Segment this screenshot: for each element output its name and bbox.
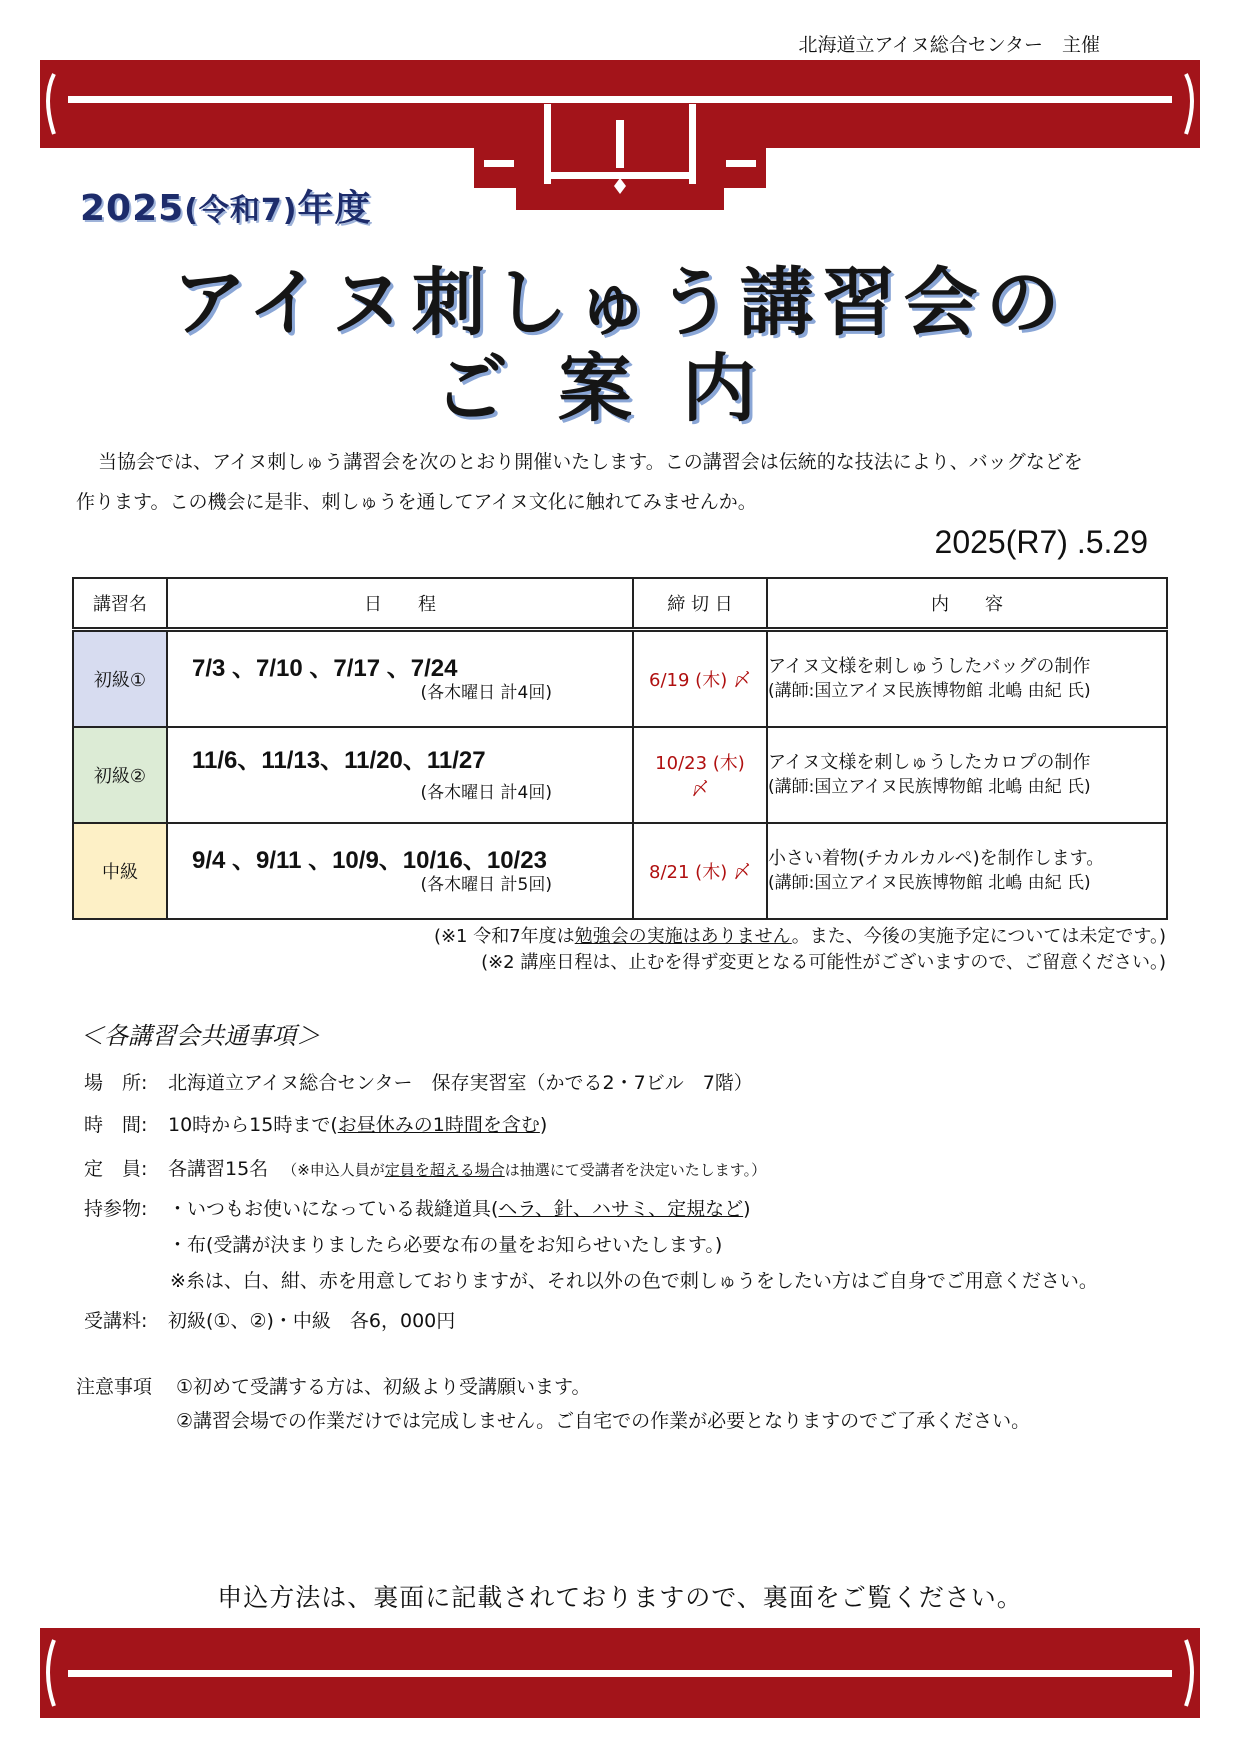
capacity-value: [168, 1154, 766, 1181]
course-name: 中級: [73, 823, 167, 919]
deadline-cell: [633, 727, 767, 823]
capacity-note-underlined: 定員を超える場合: [384, 1161, 505, 1179]
intro-paragraph: [76, 442, 1166, 522]
note-1-part: 。また、今後の実施予定については未定です。): [791, 926, 1166, 947]
note-1: [434, 924, 1166, 950]
fiscal-year-subtitle: [80, 180, 372, 231]
items-value-1: [168, 1194, 751, 1221]
application-method-message: 申込方法は、裏面に記載されておりますので、裏面をご覧ください。: [217, 1583, 1023, 1612]
table-row: [73, 727, 1167, 823]
schedule-note: (各木曜日 計4回): [420, 783, 552, 803]
main-title-line1: アイヌ刺しゅう講習会の: [172, 260, 1068, 346]
lecturer: (講師:国立アイヌ民族博物館 北嶋 由紀 氏): [768, 681, 1091, 701]
items-value-2: ・布(受講が決まりましたら必要な布の量をお知らせいたします。): [168, 1234, 723, 1256]
items-underlined: ヘラ、針、ハサミ、定規など: [498, 1198, 744, 1220]
header-schedule: 日 程: [167, 578, 633, 630]
header-deadline: 締 切 日: [633, 578, 767, 630]
time-row: [84, 1110, 548, 1137]
header-content: 内 容: [767, 578, 1167, 630]
fee-value: 初級(①、②)・中級 各6，000円: [168, 1310, 456, 1332]
intro-line1: 当協会では、アイヌ刺しゅう講習会を次のとおり開催いたします。この講習会は伝統的な技法により、バッグなどを: [98, 451, 1083, 473]
schedule-note: (各木曜日 計4回): [420, 683, 552, 703]
note-1-underlined: 勉強会の実施はありません: [574, 926, 792, 947]
deadline-mark: 〆: [691, 779, 709, 800]
fee-row: [84, 1306, 456, 1333]
table-row: [73, 630, 1167, 728]
content-cell: [767, 630, 1167, 728]
time-underlined: お昼休みの1時間を含む: [337, 1114, 540, 1136]
items-row: [84, 1194, 751, 1221]
table-notes: [434, 924, 1166, 976]
content-description: アイヌ文様を刺しゅうしたバッグの制作: [768, 656, 1091, 677]
main-title-line2: ご案内: [434, 346, 806, 432]
place-row: [84, 1068, 753, 1095]
subtitle-suffix: 年度: [297, 188, 372, 229]
subtitle-year: 2025: [80, 188, 185, 229]
schedule-cell: [167, 727, 633, 823]
issue-date: 2025(R7) .5.29: [934, 524, 1148, 560]
caution-label: 注意事項: [76, 1376, 153, 1398]
table-header-row: [73, 578, 1167, 630]
content-cell: [767, 823, 1167, 919]
deadline: 6/19 (木) 〆: [633, 630, 767, 728]
lecturer: (講師:国立アイヌ民族博物館 北嶋 由紀 氏): [768, 873, 1091, 893]
capacity-note-part: （※申込人員が: [282, 1161, 385, 1179]
schedule-cell: [167, 630, 633, 728]
time-part: 10時から15時まで(: [168, 1114, 338, 1136]
intro-line2: 作ります。この機会に是非、刺しゅうを通してアイヌ文化に触れてみませんか。: [76, 491, 757, 513]
capacity-text: 各講習15名: [168, 1158, 269, 1180]
items-part: ・いつもお使いになっている裁縫道具(: [168, 1198, 499, 1220]
schedule-dates: 7/3 、7/10 、7/17 、7/24: [192, 655, 458, 682]
items-part: ): [743, 1198, 751, 1220]
place-label: 場 所:: [84, 1072, 148, 1094]
course-name: 初級②: [73, 727, 167, 823]
common-items-title: ＜各講習会共通事項＞: [80, 1022, 320, 1050]
schedule-table: [72, 577, 1168, 920]
ainu-pattern-bottom-banner: [34, 1628, 1206, 1718]
schedule-cell: [167, 823, 633, 919]
capacity-note-part: は抽選にて受講者を決定いたします。）: [504, 1161, 767, 1179]
caution-2: ②講習会場での作業だけでは完成しません。ご自宅での作業が必要となりますのでご了承ください。: [176, 1410, 1031, 1432]
note-1-part: (※1 令和7年度は: [433, 926, 575, 947]
header-course-name: 講習名: [73, 578, 167, 630]
deadline: 8/21 (木) 〆: [633, 823, 767, 919]
lecturer: (講師:国立アイヌ民族博物館 北嶋 由紀 氏): [768, 777, 1091, 797]
time-part: ): [539, 1114, 548, 1136]
fee-label: 受講料:: [84, 1310, 148, 1332]
organizer: 北海道立アイヌ総合センター 主催: [798, 34, 1100, 56]
capacity-note: [282, 1161, 766, 1179]
table-row: [73, 823, 1167, 919]
schedule-dates: 11/6、11/13、11/20、11/27: [192, 747, 486, 774]
time-label: 時 間:: [84, 1114, 148, 1136]
caution-row-1: [76, 1372, 591, 1399]
capacity-row: [84, 1154, 767, 1181]
deadline: 10/23 (木): [655, 753, 745, 774]
schedule-note: (各木曜日 計5回): [420, 875, 552, 895]
course-name: 初級①: [73, 630, 167, 728]
content-description: 小さい着物(チカルカルペ)を制作します。: [768, 848, 1105, 869]
content-cell: [767, 727, 1167, 823]
caution-1: ①初めて受講する方は、初級より受講願います。: [176, 1376, 591, 1398]
capacity-label: 定 員:: [84, 1158, 148, 1180]
note-2: (※2 講座日程は、止むを得ず変更となる可能性がございますので、ご留意ください。): [481, 952, 1166, 973]
schedule-dates: 9/4 、9/11 、10/9、10/16、10/23: [192, 847, 547, 874]
place-value: 北海道立アイヌ総合センター 保存実習室（かでる2・7ビル 7階）: [168, 1072, 753, 1094]
items-value-3: ※糸は、白、紺、赤を用意しておりますが、それ以外の色で刺しゅうをしたい方はご自身でご用意ください。: [170, 1270, 1098, 1292]
subtitle-era: (令和7): [184, 193, 298, 228]
content-description: アイヌ文様を刺しゅうしたカロプの制作: [768, 752, 1091, 773]
time-value: [168, 1110, 547, 1137]
items-label: 持参物:: [84, 1198, 148, 1220]
